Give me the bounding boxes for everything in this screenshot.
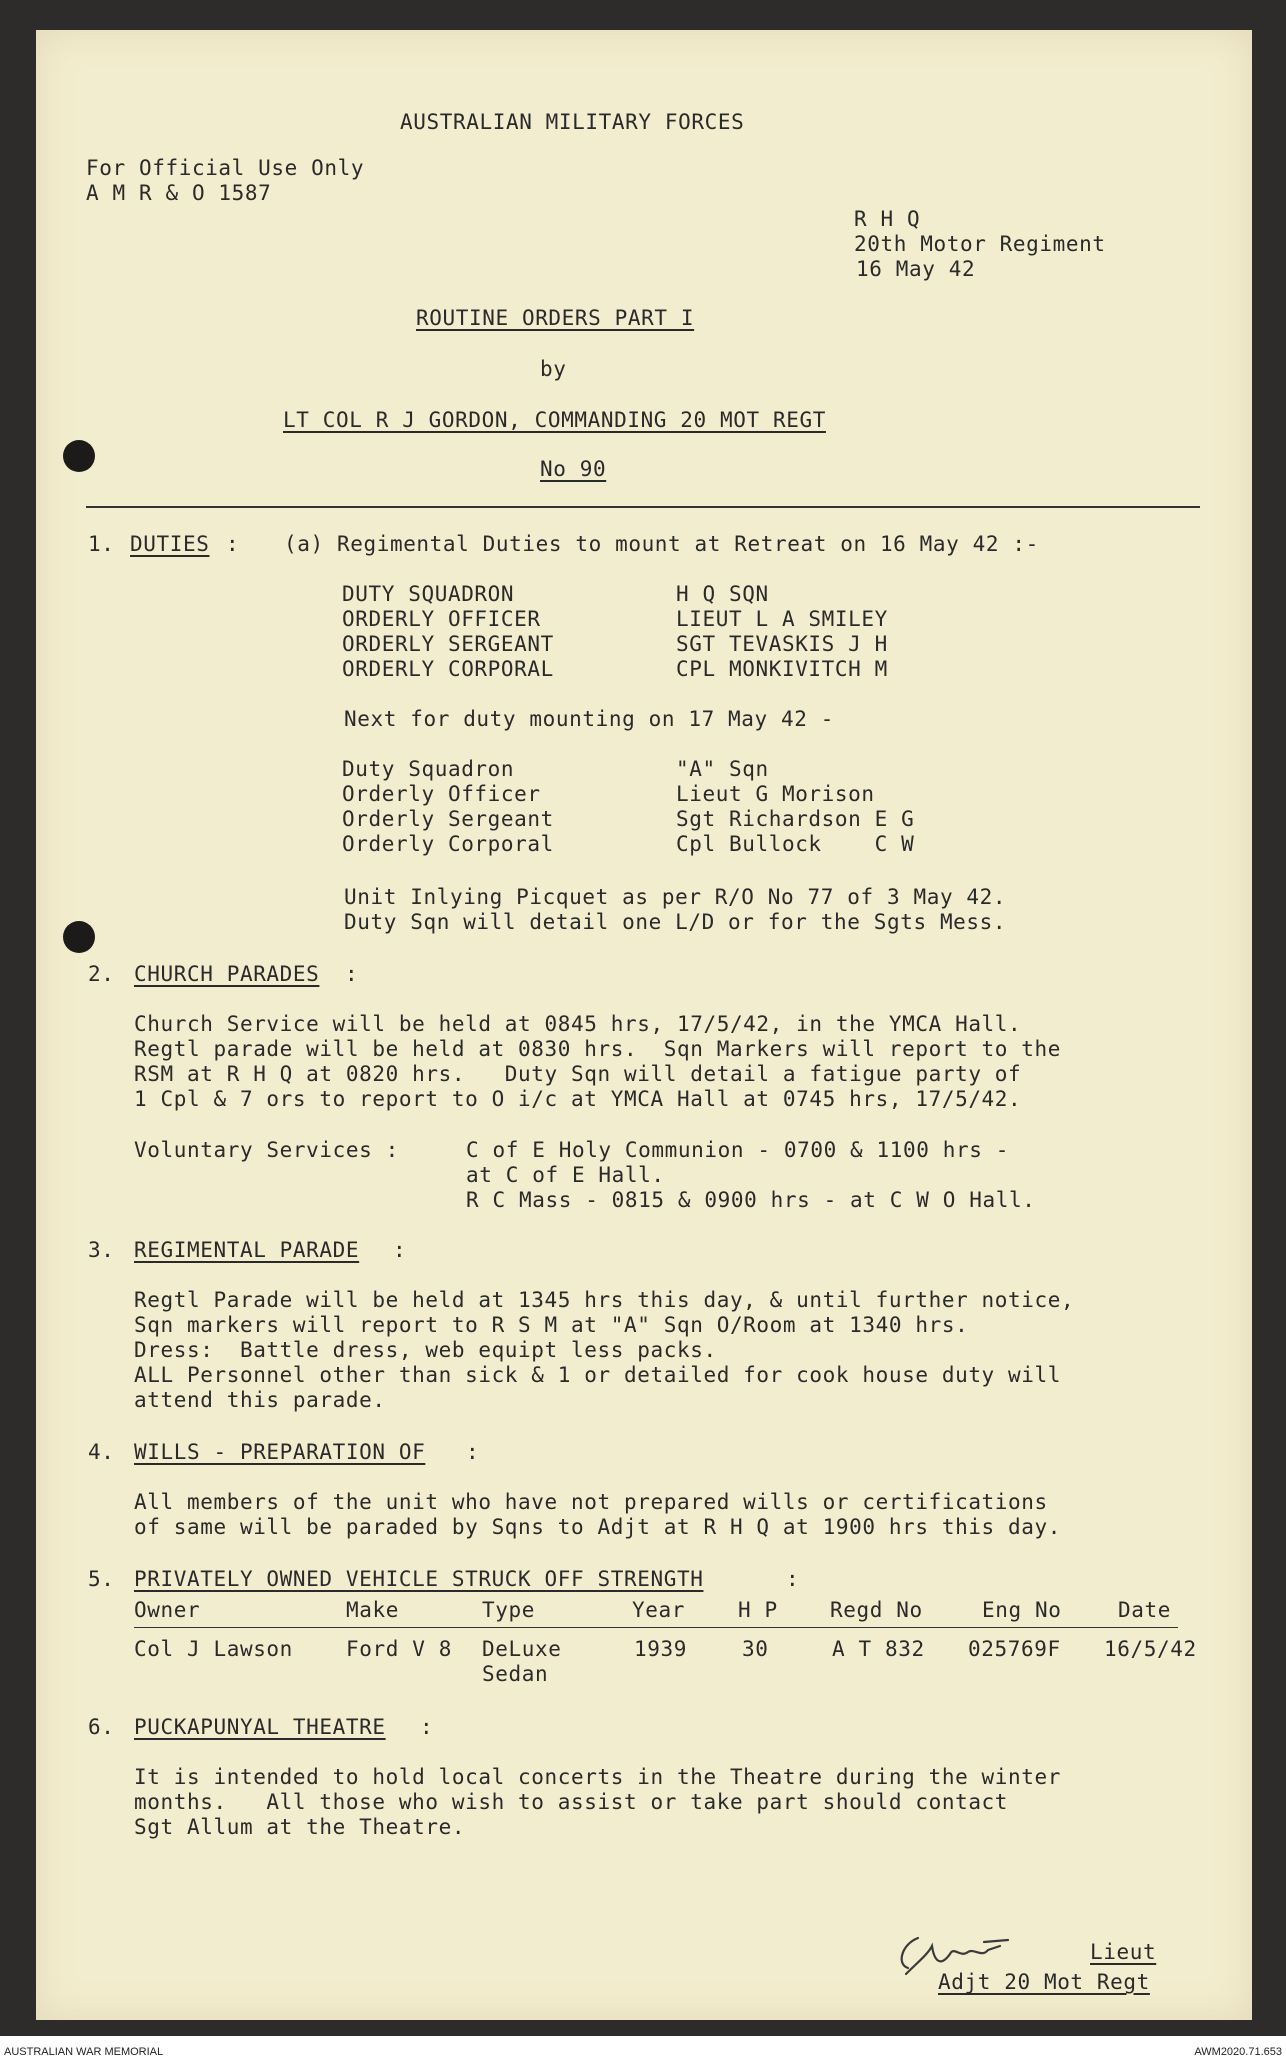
- duty-role: ORDERLY OFFICER: [342, 607, 541, 631]
- reference-number: A M R & O 1587: [86, 181, 272, 205]
- duty-name: "A" Sqn: [676, 757, 769, 781]
- table-header-eng-no: Eng No: [982, 1598, 1062, 1622]
- section-number: 3.: [88, 1238, 115, 1262]
- archive-reference: AWM2020.71.653: [1194, 2046, 1282, 2058]
- duty-role: Orderly Corporal: [342, 832, 554, 856]
- by-line: by: [540, 357, 567, 381]
- table-header-date: Date: [1118, 1598, 1171, 1622]
- table-cell-hp: 30: [742, 1637, 769, 1661]
- table-header-rule: [134, 1627, 1178, 1628]
- punch-hole: [63, 921, 95, 953]
- table-cell-type: DeLuxe: [482, 1637, 562, 1661]
- duty-role: DUTY SQUADRON: [342, 582, 515, 606]
- table-header-regd-no: Regd No: [830, 1598, 923, 1622]
- section-heading-wills: WILLS - PREPARATION OF: [134, 1440, 426, 1464]
- document-date: 16 May 42: [856, 257, 976, 281]
- document-title: AUSTRALIAN MILITARY FORCES: [400, 110, 745, 134]
- heading-colon: :: [345, 962, 359, 986]
- table-cell-owner: Col J Lawson: [134, 1637, 293, 1661]
- duty-role: Orderly Sergeant: [342, 807, 554, 831]
- duty-role: ORDERLY SERGEANT: [342, 632, 554, 656]
- table-header-owner: Owner: [134, 1598, 201, 1622]
- duty-role: Orderly Officer: [342, 782, 541, 806]
- body-line: Sgt Allum at the Theatre.: [134, 1815, 466, 1839]
- order-number: No 90: [540, 457, 607, 481]
- official-use-note: For Official Use Only: [86, 156, 365, 180]
- punch-hole: [63, 440, 95, 472]
- orders-title: ROUTINE ORDERS PART I: [416, 306, 695, 330]
- duty-name: Cpl Bullock C W: [676, 832, 915, 856]
- table-cell-year: 1939: [634, 1637, 687, 1661]
- body-line: Dress: Battle dress, web equipt less packs.: [134, 1338, 717, 1362]
- section-heading-church: CHURCH PARADES: [134, 962, 320, 986]
- body-line: of same will be paraded by Sqns to Adjt at R H Q at 1900 hrs this day.: [134, 1515, 1062, 1539]
- duty-name: Lieut G Morison: [676, 782, 875, 806]
- section-number: 6.: [88, 1715, 115, 1739]
- duty-name: LIEUT L A SMILEY: [676, 607, 888, 631]
- section-number: 4.: [88, 1440, 115, 1464]
- body-line: ALL Personnel other than sick & 1 or detailed for cook house duty will: [134, 1363, 1062, 1387]
- body-line: at C of E Hall.: [466, 1163, 665, 1187]
- duty-name: Sgt Richardson E G: [676, 807, 915, 831]
- table-cell-make: Ford V 8: [346, 1637, 452, 1661]
- body-line: Church Service will be held at 0845 hrs, 17/5/42, in the YMCA Hall.: [134, 1012, 1022, 1036]
- duties-note: Unit Inlying Picquet as per R/O No 77 of 3 May 42.: [344, 885, 1007, 909]
- duties-intro: (a) Regimental Duties to mount at Retreat on 16 May 42 :-: [284, 532, 1039, 556]
- body-line: R C Mass - 0815 & 0900 hrs - at C W O Hall.: [466, 1188, 1036, 1212]
- section-heading-theatre: PUCKAPUNYAL THEATRE: [134, 1715, 386, 1739]
- table-cell-date: 16/5/42: [1104, 1637, 1197, 1661]
- voluntary-services-label: Voluntary Services :: [134, 1138, 399, 1162]
- archive-name: AUSTRALIAN WAR MEMORIAL: [4, 2046, 164, 2058]
- section-heading-parade: REGIMENTAL PARADE: [134, 1238, 360, 1262]
- duties-note: Duty Sqn will detail one L/D or for the Sgts Mess.: [344, 910, 1007, 934]
- table-cell-type-line2: Sedan: [482, 1662, 549, 1686]
- heading-colon: :: [420, 1715, 434, 1739]
- body-line: RSM at R H Q at 0820 hrs. Duty Sqn will detail a fatigue party of: [134, 1062, 1022, 1086]
- heading-colon: :: [393, 1238, 407, 1262]
- body-line: Sqn markers will report to R S M at "A" Sqn O/Room at 1340 hrs.: [134, 1313, 969, 1337]
- section-heading-vehicle: PRIVATELY OWNED VEHICLE STRUCK OFF STRENGTH: [134, 1567, 704, 1591]
- heading-colon: :: [786, 1567, 800, 1591]
- section-number: 2.: [88, 962, 115, 986]
- body-line: All members of the unit who have not prepared wills or certifications: [134, 1490, 1048, 1514]
- table-cell-eng-no: 025769F: [968, 1637, 1061, 1661]
- duty-role: Duty Squadron: [342, 757, 515, 781]
- commander-line: LT COL R J GORDON, COMMANDING 20 MOT REGT: [283, 408, 826, 432]
- duty-name: H Q SQN: [676, 582, 769, 606]
- signature-title: Adjt 20 Mot Regt: [938, 1970, 1150, 1994]
- section-number: 1.: [88, 532, 115, 556]
- origin-line-1: R H Q: [854, 207, 921, 231]
- next-duty-intro: Next for duty mounting on 17 May 42 -: [344, 707, 834, 731]
- heading-colon: :: [226, 532, 240, 556]
- archive-footer: [0, 2036, 1286, 2061]
- heading-colon: :: [466, 1440, 480, 1464]
- header-rule: [86, 506, 1200, 508]
- body-line: Regtl Parade will be held at 1345 hrs this day, & until further notice,: [134, 1288, 1075, 1312]
- section-number: 5.: [88, 1567, 115, 1591]
- duty-role: ORDERLY CORPORAL: [342, 657, 554, 681]
- body-line: attend this parade.: [134, 1388, 386, 1412]
- signature-rank: Lieut: [1090, 1940, 1157, 1964]
- body-line: Regtl parade will be held at 0830 hrs. Sqn Markers will report to the: [134, 1037, 1062, 1061]
- duty-name: CPL MONKIVITCH M: [676, 657, 888, 681]
- table-cell-regd-no: A T 832: [832, 1637, 925, 1661]
- body-line: months. All those who wish to assist or take part should contact: [134, 1790, 1009, 1814]
- duty-name: SGT TEVASKIS J H: [676, 632, 888, 656]
- body-line: 1 Cpl & 7 ors to report to O i/c at YMCA Hall at 0745 hrs, 17/5/42.: [134, 1087, 1022, 1111]
- section-heading-duties: DUTIES: [130, 532, 210, 556]
- table-header-make: Make: [346, 1598, 399, 1622]
- origin-line-2: 20th Motor Regiment: [854, 232, 1106, 256]
- body-line: It is intended to hold local concerts in the Theatre during the winter: [134, 1765, 1062, 1789]
- table-header-type: Type: [482, 1598, 535, 1622]
- table-header-year: Year: [632, 1598, 685, 1622]
- table-header-hp: H P: [738, 1598, 778, 1622]
- body-line: C of E Holy Communion - 0700 & 1100 hrs -: [466, 1138, 1009, 1162]
